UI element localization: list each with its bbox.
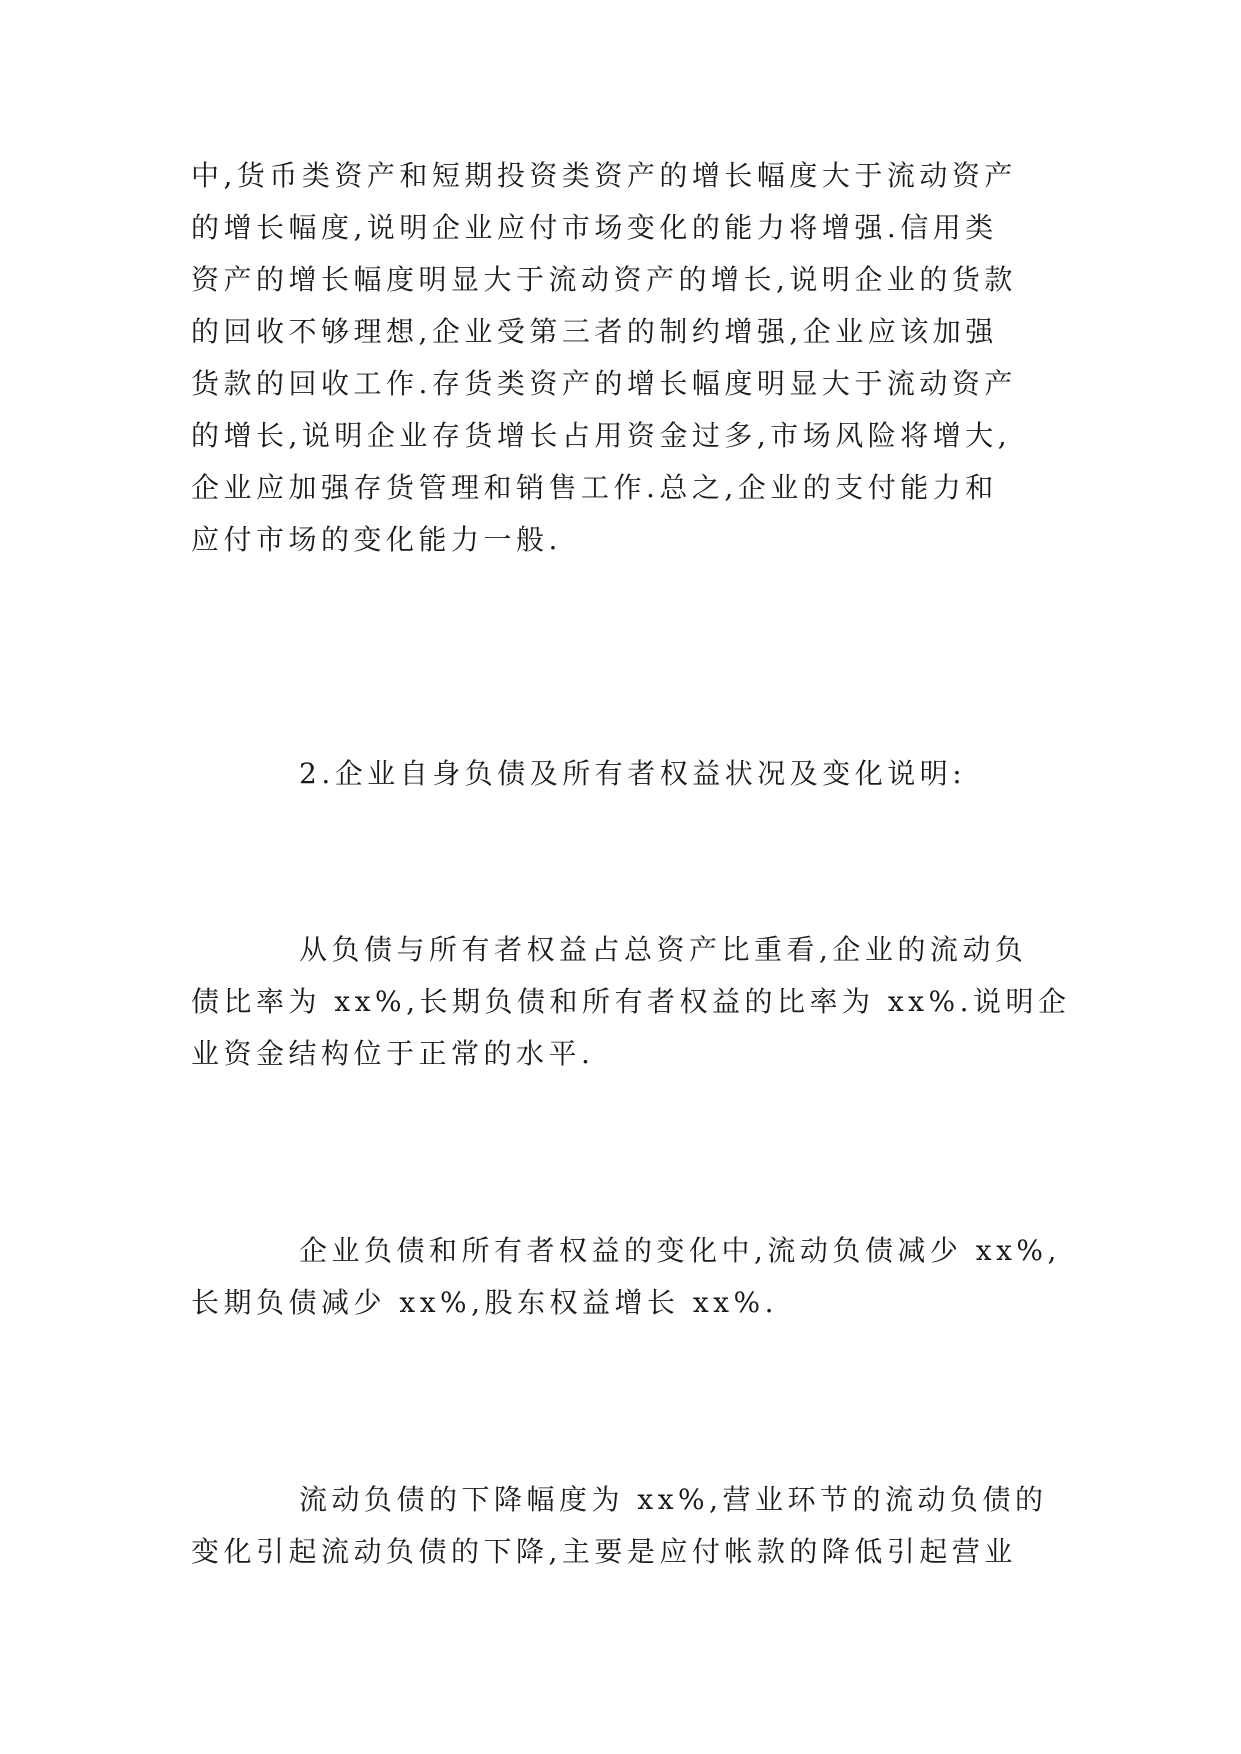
paragraph-line: 流动负债的下降幅度为 xx%,营业环节的流动负债的 [299,1483,1048,1516]
paragraph-current-liability [191,1474,1071,1578]
paragraph-line: 业资金结构位于正常的水平. [191,1037,595,1070]
paragraph-liability-change [191,1225,1071,1329]
paragraph-line: 债比率为 xx%,长期负债和所有者权益的比率为 xx%.说明企 [191,985,1071,1018]
paragraph-line: 的回收不够理想,企业受第三者的制约增强,企业应该加强 [191,315,998,348]
paragraph-line: 企业负债和所有者权益的变化中,流动负债减少 xx%, [299,1234,1061,1267]
paragraph-line: 的增长幅度,说明企业应付市场变化的能力将增强.信用类 [191,211,998,244]
section-heading-text: 2.企业自身负债及所有者权益状况及变化说明: [299,757,967,790]
paragraph-asset-analysis [191,150,1071,566]
paragraph-liability-ratio [191,924,1071,1080]
paragraph-line: 企业应加强存货管理和销售工作.总之,企业的支付能力和 [191,471,998,504]
paragraph-line: 资产的增长幅度明显大于流动资产的增长,说明企业的货款 [191,263,1017,296]
paragraph-line: 应付市场的变化能力一般. [191,523,562,556]
paragraph-line: 的增长,说明企业存货增长占用资金过多,市场风险将增大, [191,419,1012,452]
section-heading [191,748,1071,800]
paragraph-line: 从负债与所有者权益占总资产比重看,企业的流动负 [299,933,1028,966]
paragraph-line: 货款的回收工作.存货类资产的增长幅度明显大于流动资产 [191,367,1017,400]
paragraph-line: 变化引起流动负债的下降,主要是应付帐款的降低引起营业 [191,1535,1017,1568]
paragraph-line: 中,货币类资产和短期投资类资产的增长幅度大于流动资产 [191,159,1017,192]
paragraph-line: 长期负债减少 xx%,股东权益增长 xx%. [191,1286,778,1319]
